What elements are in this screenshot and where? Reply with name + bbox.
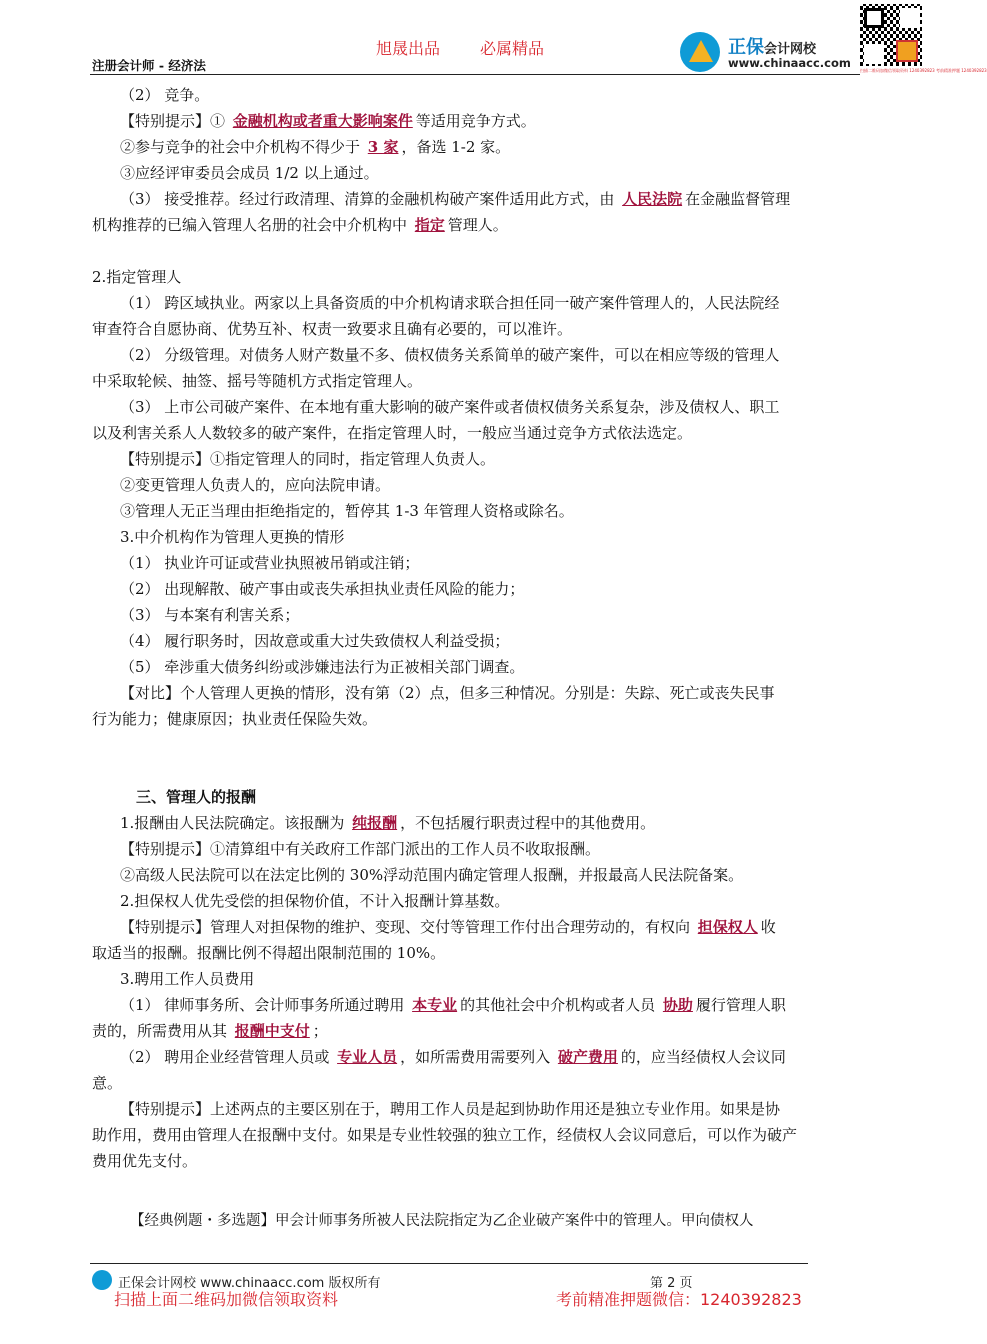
subheading: 2.指定管理人 — [92, 268, 182, 286]
highlight-term: 人民法院 — [622, 190, 683, 208]
paragraph: 审查符合自愿协商、优势互补、权责一致要求且确有必要的，可以准许。 — [92, 320, 573, 338]
footer-promo-left: 扫描上面二维码加微信领取资料 — [114, 1290, 339, 1309]
highlight-term: 纯报酬 — [352, 814, 398, 832]
paragraph: 【对比】个人管理人更换的情形，没有第（2）点，但多三种情况。分别是：失踪、死亡或丧失民事 — [120, 684, 775, 702]
logo-url: www.chinaacc.com — [728, 56, 851, 70]
paragraph: 以及利害关系人人数较多的破产案件，在指定管理人时，一般应当通过竞争方式依法选定。 — [92, 424, 693, 442]
course-label: 注册会计师 - 经济法 — [92, 58, 206, 73]
highlight-term: 本专业 — [412, 996, 458, 1014]
logo-name: 正保会计网校 — [728, 37, 817, 58]
chinaacc-logo — [680, 30, 860, 74]
header-promo — [376, 36, 584, 59]
document-body — [92, 82, 860, 1234]
page-number: 第 2 页 — [650, 1276, 693, 1291]
highlight-term: 3 家 — [367, 138, 399, 156]
section-heading: 三、管理人的报酬 — [136, 788, 257, 806]
paragraph: 费用优先支付。 — [92, 1152, 198, 1170]
subheading: 3.中介机构作为管理人更换的情形 — [120, 528, 345, 546]
paragraph: 2.担保权人优先受偿的担保物价值，不计入报酬计算基数。 — [120, 892, 510, 910]
qr-code-icon — [860, 4, 922, 66]
list-item: （2） 出现解散、破产事由或丧失承担执业责任风险的能力； — [120, 580, 525, 598]
paragraph: 责的，所需费用从其 报酬中支付 ； — [92, 1022, 328, 1040]
qr-center-badge-icon — [896, 40, 918, 62]
header-promo-left: 旭晟出品 — [376, 39, 441, 58]
footer-logo-icon — [92, 1270, 112, 1290]
logo-emblem-icon — [680, 32, 720, 72]
paragraph: 行为能力；健康原因；执业责任保险失效。 — [92, 710, 378, 728]
paragraph: 机构推荐的已编入管理人名册的社会中介机构中 指定 管理人。 — [92, 216, 508, 234]
paragraph: （1） 跨区域执业。两家以上具备资质的中介机构请求联合担任同一破产案件管理人的，人民法院经 — [120, 294, 780, 312]
paragraph: ②变更管理人负责人的，应向法院申请。 — [120, 476, 391, 494]
highlight-term: 协助 — [662, 996, 693, 1014]
paragraph: （3） 接受推荐。经过行政清理、清算的金融机构破产案件适用此方式，由 人民法院 在金融监督管理 — [120, 190, 791, 208]
paragraph: 【特别提示】上述两点的主要区别在于，聘用工作人员是起到协助作用还是独立专业作用。如果是协 — [120, 1100, 781, 1118]
highlight-term: 报酬中支付 — [234, 1022, 310, 1040]
paragraph: 【特别提示】① 金融机构或者重大影响案件 等适用竞争方式。 — [120, 112, 536, 130]
example-question: 【经典例题・多选题】甲会计师事务所被人民法院指定为乙企业破产案件中的管理人。甲向债权人 — [130, 1213, 754, 1229]
header-promo-right: 必属精品 — [480, 39, 545, 58]
paragraph: ②参与竞争的社会中介机构不得少于 3 家 ，备选 1-2 家。 — [120, 138, 511, 156]
paragraph: 1.报酬由人民法院确定。该报酬为 纯报酬 ，不包括履行职责过程中的其他费用。 — [120, 814, 656, 832]
paragraph: 助作用，费用由管理人在报酬中支付。如果是专业性较强的独立工作，经债权人会议同意后，可以作为破产 — [92, 1126, 798, 1144]
paragraph: （3） 上市公司破产案件、在本地有重大影响的破产案件或者债权债务关系复杂，涉及债权人、职工 — [120, 398, 780, 416]
footer-divider — [90, 1263, 808, 1264]
paragraph: ③管理人无正当理由拒绝指定的，暂停其 1-3 年管理人资格或除名。 — [120, 502, 574, 520]
paragraph: ②高级人民法院可以在法定比例的 30%浮动范围内确定管理人报酬，并报最高人民法院备案。 — [120, 866, 744, 884]
highlight-term: 指定 — [414, 216, 445, 234]
paragraph: （2） 聘用企业经营管理人员或 专业人员 ，如所需费用需要列入 破产费用 的，应当经债权人会议同 — [120, 1048, 786, 1066]
header-divider — [90, 74, 860, 75]
paragraph: 意。 — [92, 1074, 123, 1092]
paragraph: 【特别提示】①清算组中有关政府工作部门派出的工作人员不收取报酬。 — [120, 840, 601, 858]
paragraph: 取适当的报酬。报酬比例不得超出限制范围的 10%。 — [92, 944, 446, 962]
paragraph: 中采取轮候、抽签、摇号等随机方式指定管理人。 — [92, 372, 423, 390]
highlight-term: 专业人员 — [337, 1048, 398, 1066]
footer-copyright: 正保会计网校 www.chinaacc.com 版权所有 — [118, 1276, 381, 1291]
list-item: （5） 牵涉重大债务纠纷或涉嫌违法行为正被相关部门调查。 — [120, 658, 525, 676]
subheading: 3.聘用工作人员费用 — [120, 970, 255, 988]
list-item: （4） 履行职务时，因故意或重大过失致债权人利益受损； — [120, 632, 510, 650]
qr-caption: 扫描二维码加微信领取资料 1240392823 考前精准押题 1240392823 — [860, 68, 987, 73]
highlight-term: 金融机构或者重大影响案件 — [232, 112, 413, 130]
paragraph: （1） 律师事务所、会计师事务所通过聘用 本专业 的其他社会中介机构或者人员 协助 履行管理人职 — [120, 996, 786, 1014]
paragraph: （2） 分级管理。对债务人财产数量不多、债权债务关系简单的破产案件，可以在相应等级的管理人 — [120, 346, 780, 364]
paragraph: ③应经评审委员会成员 1/2 以上通过。 — [120, 164, 379, 182]
list-item: （3） 与本案有利害关系； — [120, 606, 300, 624]
footer-promo-right: 考前精准押题微信：1240392823 — [556, 1290, 802, 1309]
list-item: （1） 执业许可证或营业执照被吊销或注销； — [120, 554, 420, 572]
qr-code-block — [860, 4, 987, 88]
paragraph: 【特别提示】管理人对担保物的维护、变现、交付等管理工作付出合理劳动的，有权向 担保权人 收 — [120, 918, 776, 936]
highlight-term: 担保权人 — [697, 918, 758, 936]
highlight-term: 破产费用 — [557, 1048, 618, 1066]
paragraph: （2） 竞争。 — [120, 86, 210, 104]
paragraph: 【特别提示】①指定管理人的同时，指定管理人负责人。 — [120, 450, 496, 468]
